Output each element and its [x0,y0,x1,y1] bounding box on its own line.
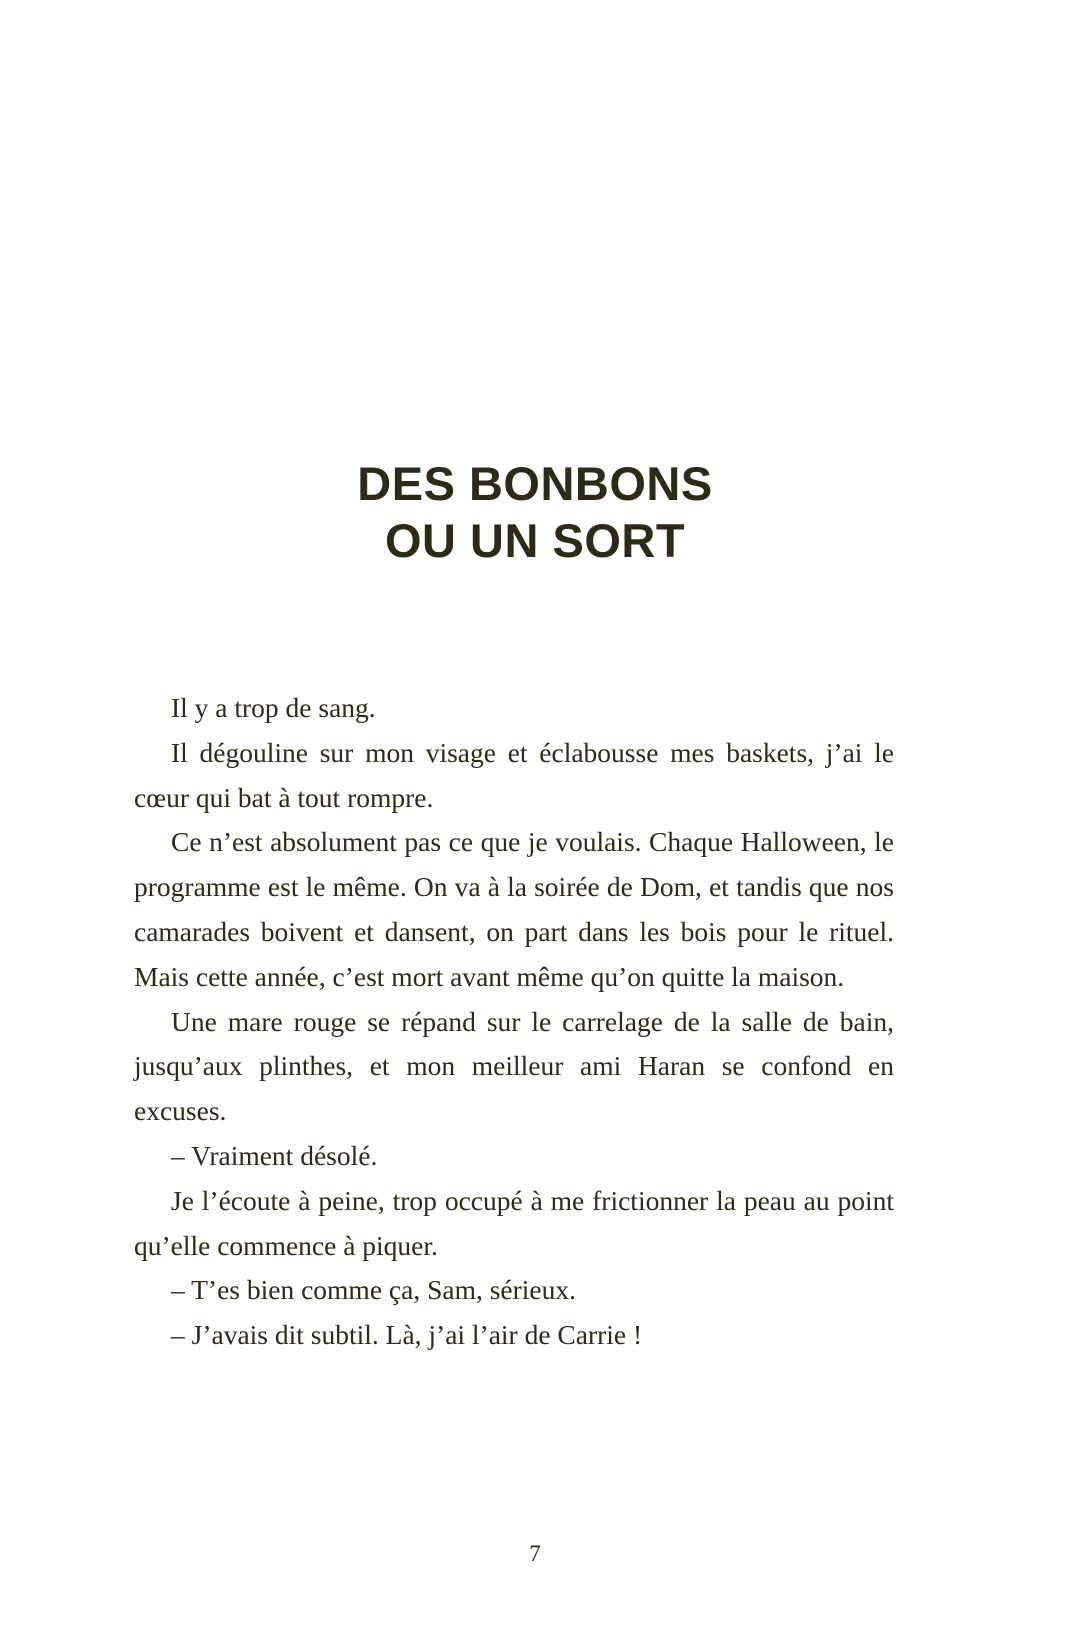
body-text-block [134,686,894,1358]
chapter-title-line-2: OU UN SORT [384,514,686,568]
page-number: 7 [529,1541,541,1566]
paragraph: Je l’écoute à peine, trop occupé à me frictionner la peau au point qu’elle commence à piquer. [134,1184,894,1261]
paragraph: Il dégouline sur mon visage et éclabousse mes baskets, j’ai le cœur qui bat à tout rompre. [134,736,894,813]
dialogue-line: – Vraiment désolé. [171,1139,378,1171]
dialogue-line: – T’es bien comme ça, Sam, sérieux. [171,1274,576,1306]
paragraph: Il y a trop de sang. [171,692,376,723]
page-title [0,455,1070,569]
paragraph: Ce n’est absolument pas ce que je voulais. Chaque Halloween, le programme est le même. On va à la soirée de Dom, et tandis que nos camarades boivent et dansent, on part dans les bois pour le rituel. Mais cette année, c’est mort avant même qu’on quitte la maison. [134,826,894,992]
chapter-title-line-1: DES BONBONS [357,457,713,511]
dialogue-line: – J’avais dit subtil. Là, j’ai l’air de Carrie ! [171,1319,643,1351]
paragraph: Une mare rouge se répand sur le carrelage de la salle de bain, jusqu’aux plinthes, et mon meilleur ami Haran se confond en excuses. [134,1005,894,1127]
